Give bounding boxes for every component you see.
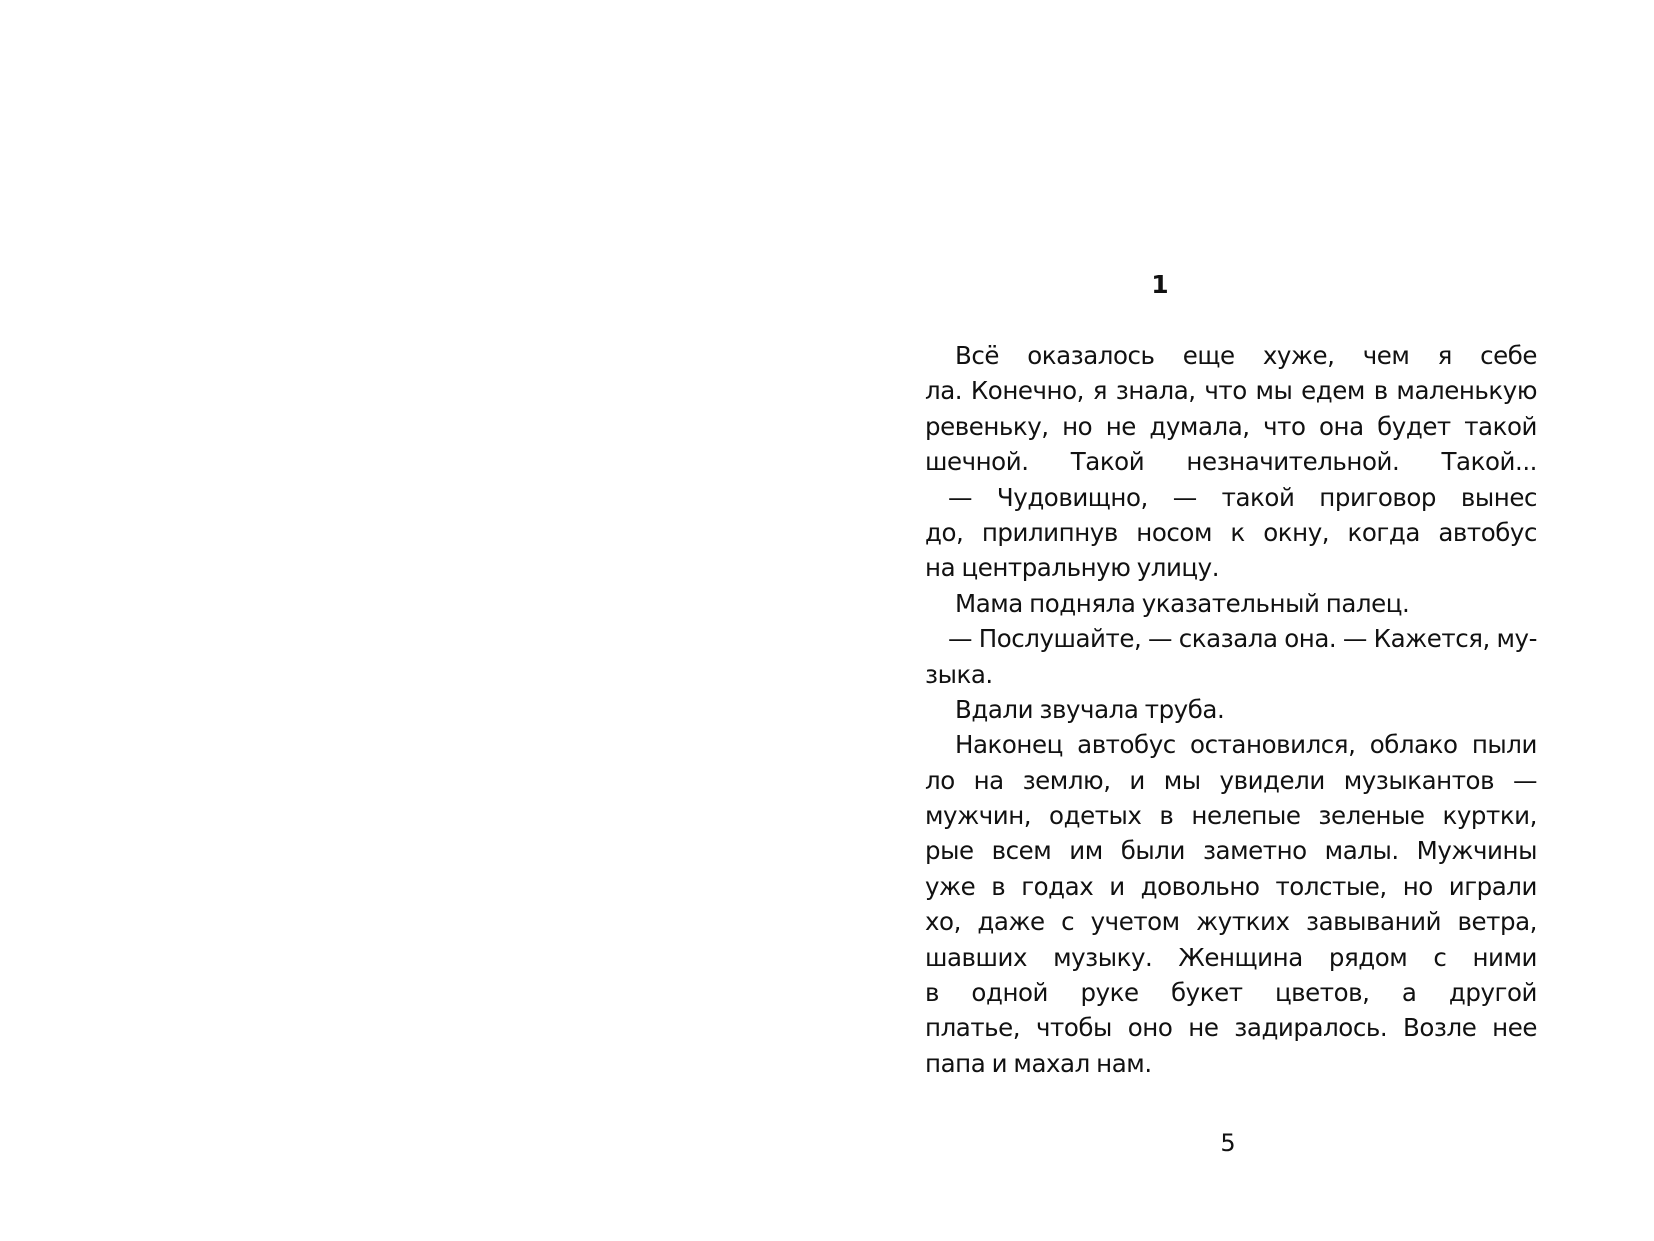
text-line: Мама подняла указательный палец.: [955, 588, 1410, 618]
text-line: до, прилипнув носом к окну, когда автобус: [925, 517, 1537, 547]
text-line: в одной руке букет цветов, а другой: [925, 978, 1537, 1008]
text-line: зыка.: [925, 659, 993, 689]
text-line: уже в годах и довольно толстые, но играли: [925, 871, 1537, 901]
text-line: платье, чтобы оно не задиралось. Возле нее: [925, 1013, 1537, 1043]
text-line: рые всем им были заметно малы. Мужчины: [925, 836, 1537, 866]
text-line: — Чудовищно, — такой приговор вынес: [948, 482, 1537, 512]
text-line: — Послушайте, — сказала она. — Кажется, му-: [948, 624, 1537, 654]
text-line: Всё оказалось еще хуже, чем я себе: [955, 341, 1537, 370]
body-text: [925, 338, 1537, 1081]
text-line: ла. Конечно, я знала, что мы едем в маленькую: [925, 376, 1537, 406]
chapter-number: 1: [1151, 270, 1169, 299]
text-line: шавших музыку. Женщина рядом с ними: [925, 942, 1537, 972]
text-line: ревеньку, но не думала, что она будет такой: [925, 411, 1537, 441]
text-line: Вдали звучала труба.: [955, 694, 1225, 724]
text-line: на центральную улицу.: [925, 553, 1220, 583]
page-number: 5: [1220, 1129, 1236, 1157]
text-line: шечной. Такой незначительной. Такой...: [925, 447, 1537, 477]
text-line: мужчин, одетых в нелепые зеленые куртки,: [925, 801, 1537, 831]
text-line: папа и махал нам.: [925, 1048, 1152, 1078]
text-line: хо, даже с учетом жутких завываний ветра,: [925, 907, 1537, 937]
text-line: ло на землю, и мы увидели музыкантов —: [925, 765, 1537, 795]
text-line: Наконец автобус остановился, облако пыли: [955, 730, 1537, 760]
